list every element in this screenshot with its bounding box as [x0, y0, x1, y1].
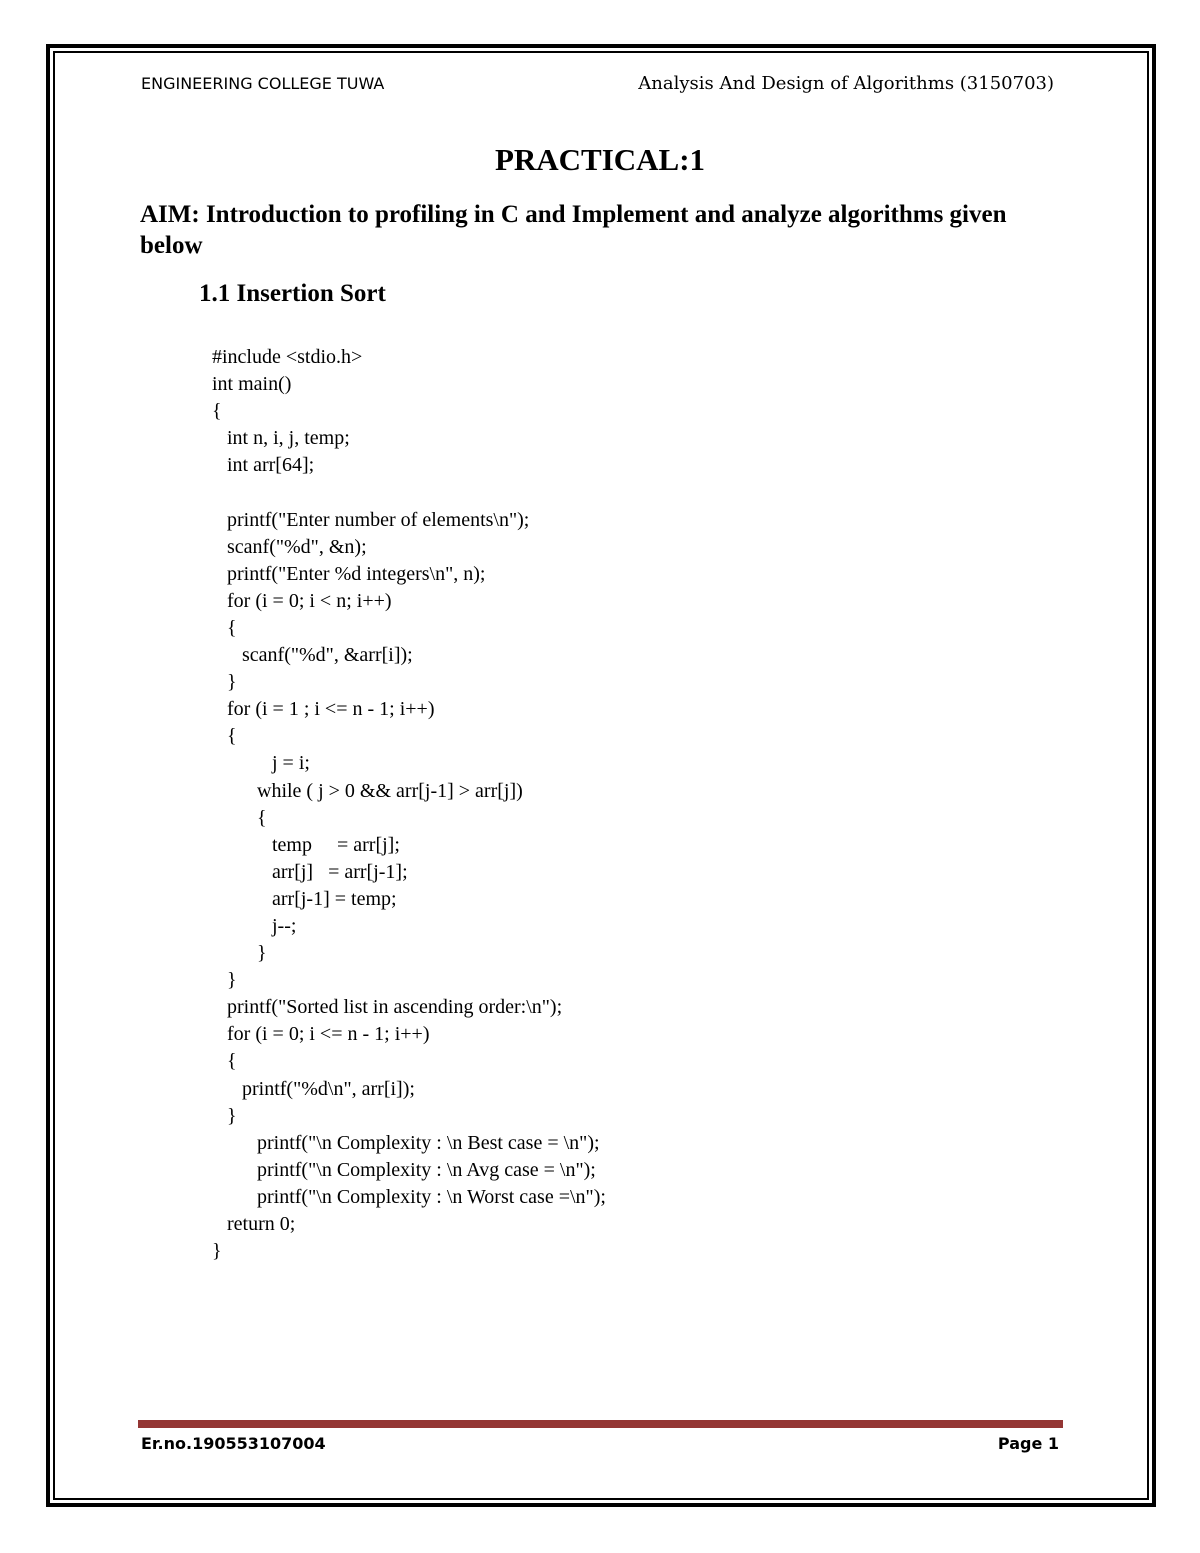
aim-statement: AIM: Introduction to profiling in C and Implement and analyze algorithms given below	[140, 201, 1007, 259]
header-college-name: ENGINEERING COLLEGE TUWA	[141, 74, 385, 93]
footer-divider	[138, 1420, 1063, 1428]
footer-page-number: Page 1	[997, 1434, 1059, 1453]
section-heading: 1.1 Insertion Sort	[199, 280, 386, 307]
header-subject: Analysis And Design of Algorithms (3150703)	[638, 73, 1054, 94]
code-listing: #include <stdio.h> int main() { int n, i, j, temp; int arr[64]; printf("Enter number of elements\n"); scanf("%d", &n); printf("Enter %d integers\n", n); for (i = 0; i < n; i++) { scanf("%d", &arr[i]); } for (i = 1 ; i <= n - 1; i++) { j = i; while ( j > 0 && arr[j-1] > arr[j]) { temp = arr[j]; arr[j] = arr[j-1]; arr[j-1] = temp; j--; } } printf("Sorted list in ascending order:\n"); for (i = 0; i <= n - 1; i++) { printf("%d\n", arr[i]); } printf("\n Complexity : \n Best case = \n"); printf("\n Complexity : \n Avg case = \n"); printf("\n Complexity : \n Worst case =\n"); return 0; }	[212, 346, 606, 1263]
practical-title: PRACTICAL:1	[494, 142, 706, 177]
footer-enrollment-number: Er.no.190553107004	[141, 1434, 326, 1453]
